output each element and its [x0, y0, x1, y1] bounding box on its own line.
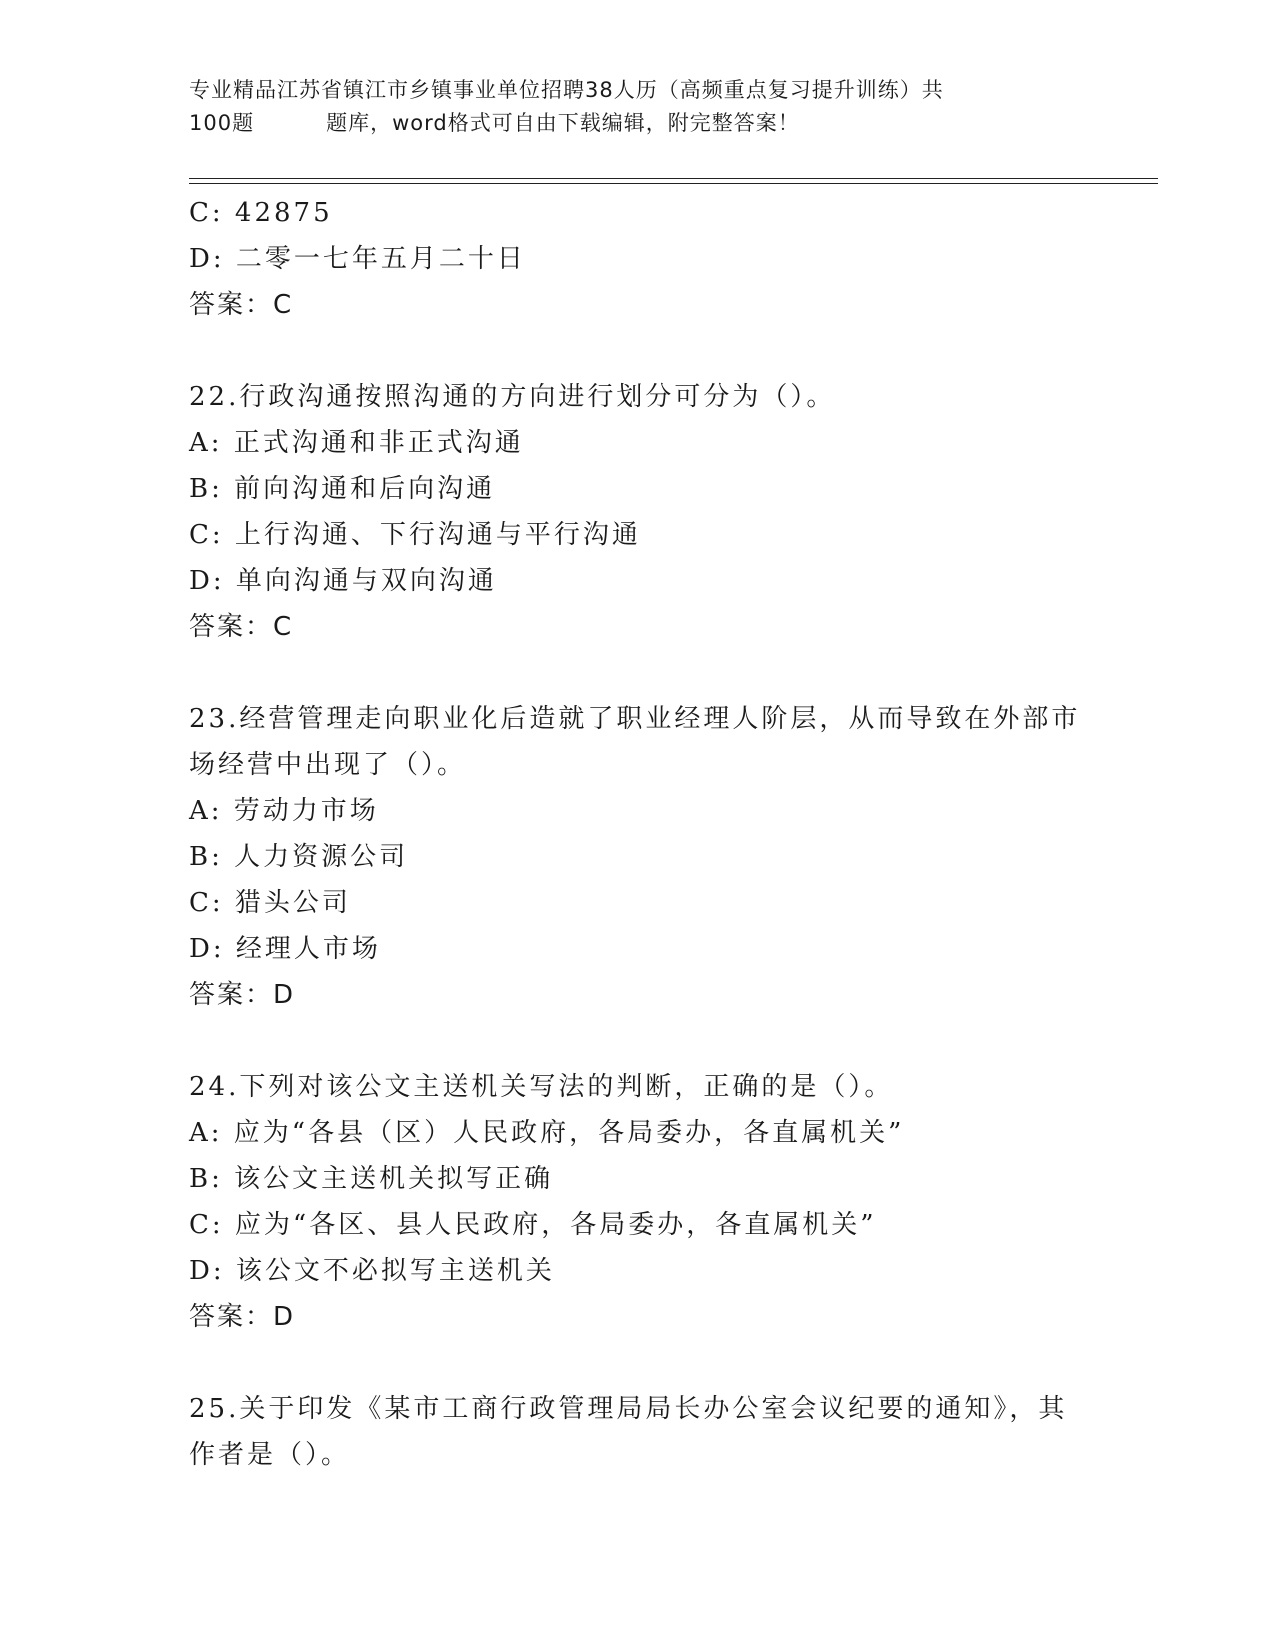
option-c: C: 猎头公司: [189, 888, 351, 918]
question-text: 22.行政沟通按照沟通的方向进行划分可分为（）。: [189, 382, 836, 412]
answer: 答案：C: [189, 612, 294, 642]
question-list: [189, 190, 1089, 1478]
answer: 答案：D: [189, 1302, 296, 1332]
question-text-line-2: 作者是（）。: [189, 1440, 351, 1470]
option-d: D: 二零一七年五月二十日: [189, 244, 526, 274]
option-c: C: 上行沟通、下行沟通与平行沟通: [189, 520, 641, 550]
question-block-24: [189, 1064, 1089, 1340]
question-text-line-1: 25.关于印发《某市工商行政管理局局长办公室会议纪要的通知》，其: [189, 1394, 1068, 1424]
option-d: D: 经理人市场: [189, 934, 381, 964]
option-a: A: 应为“各县（区）人民政府，各局委办，各直属机关”: [189, 1118, 905, 1148]
answer: 答案：C: [189, 290, 294, 320]
header-title-line-1: 专业精品江苏省镇江市乡镇事业单位招聘38人历（高频重点复习提升训练）共: [189, 78, 944, 102]
header-question-count: 100题: [189, 111, 255, 135]
header-subtitle: 题库，word格式可自由下载编辑，附完整答案！: [326, 111, 800, 135]
document-header: [189, 74, 1069, 140]
answer: 答案：D: [189, 980, 296, 1010]
block-spacer: [189, 1340, 1089, 1386]
question-block-25: [189, 1386, 1089, 1478]
question-block-22: [189, 374, 1089, 650]
option-c: C: 42875: [189, 198, 333, 228]
question-block-23: [189, 696, 1089, 1018]
block-spacer: [189, 650, 1089, 696]
question-text-line-1: 23.经营管理走向职业化后造就了职业经理人阶层，从而导致在外部市: [189, 704, 1081, 734]
option-d: D: 单向沟通与双向沟通: [189, 566, 497, 596]
header-divider-top: [189, 178, 1158, 179]
option-d: D: 该公文不必拟写主送机关: [189, 1256, 555, 1286]
block-spacer: [189, 1018, 1089, 1064]
option-c: C: 应为“各区、县人民政府，各局委办，各直属机关”: [189, 1210, 877, 1240]
header-gap: [254, 107, 326, 140]
option-a: A: 劳动力市场: [189, 796, 379, 826]
option-b: B: 前向沟通和后向沟通: [189, 474, 496, 504]
option-a: A: 正式沟通和非正式沟通: [189, 428, 524, 458]
option-b: B: 该公文主送机关拟写正确: [189, 1164, 554, 1194]
header-title-line-2: [189, 107, 1069, 140]
question-text: 24.下列对该公文主送机关写法的判断，正确的是（）。: [189, 1072, 894, 1102]
option-b: B: 人力资源公司: [189, 842, 409, 872]
header-divider-bottom: [189, 183, 1158, 184]
question-block-21: [189, 190, 1089, 328]
block-spacer: [189, 328, 1089, 374]
question-text-line-2: 场经营中出现了（）。: [189, 750, 467, 780]
